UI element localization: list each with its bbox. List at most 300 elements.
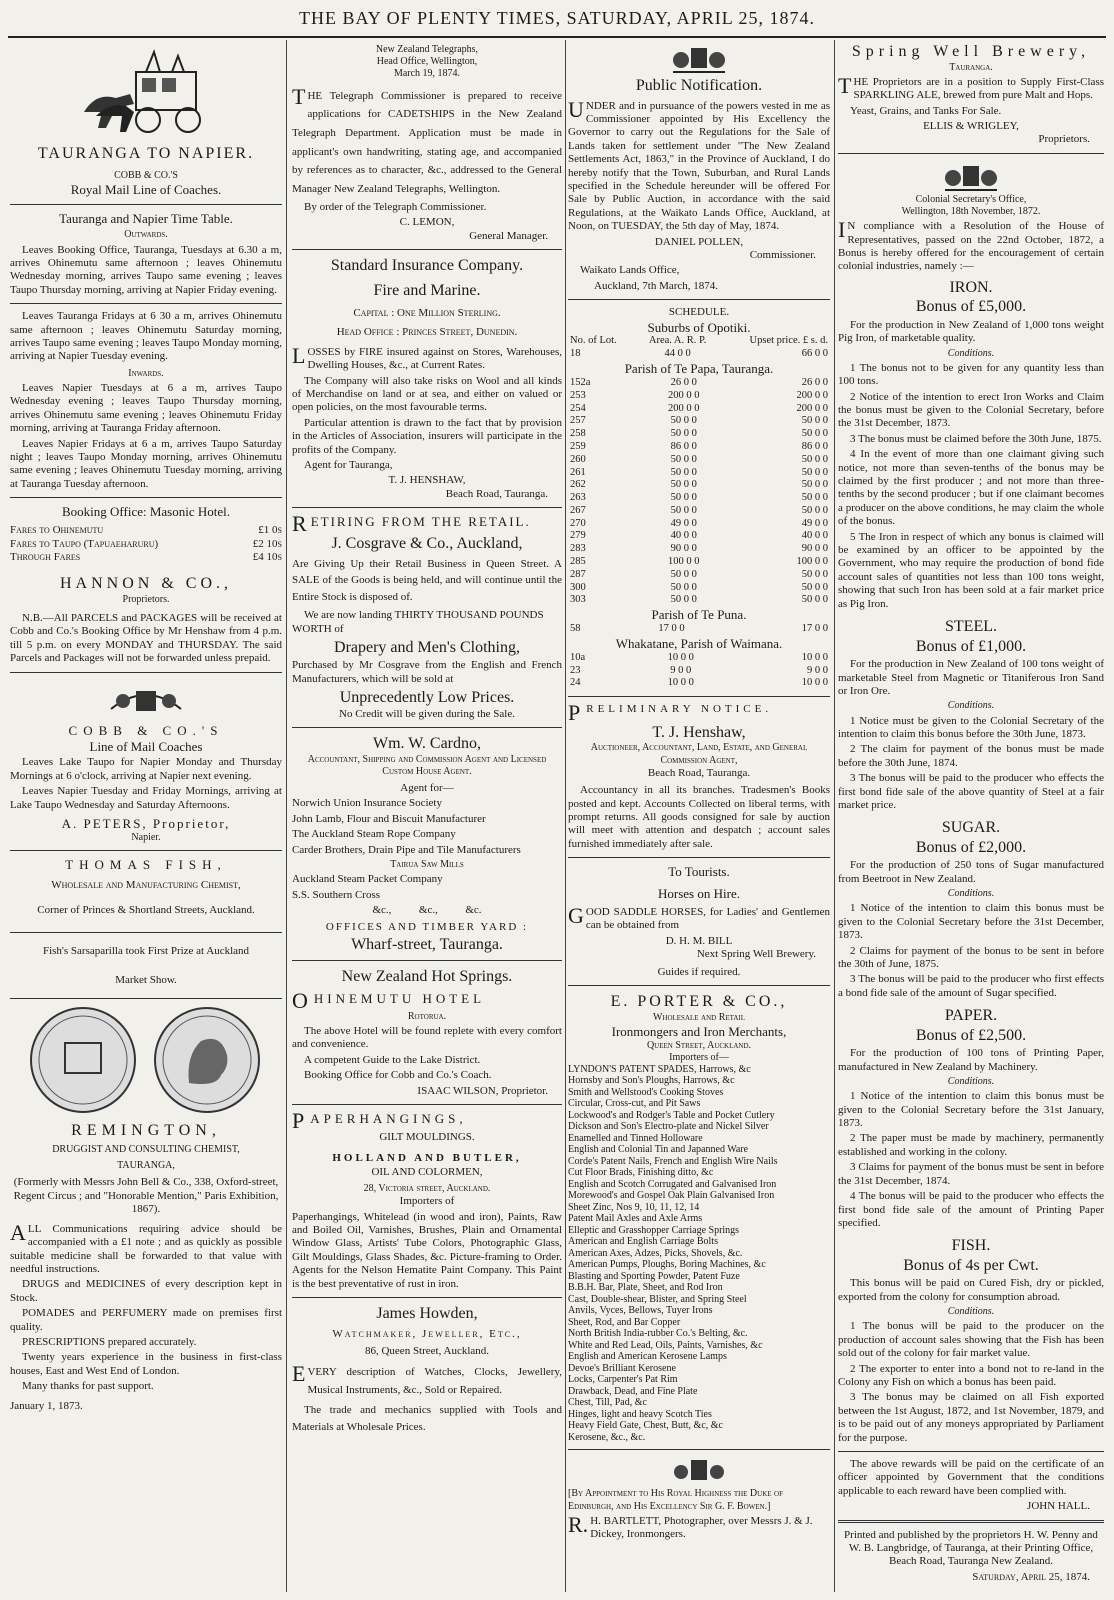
cardno-mills: Tairua Saw Mills — [390, 859, 464, 871]
outwards-paragraph: Leaves Booking Office, Tauranga, Tuesdays at 6.30 a m, arrives Ohinemutu same afternoon ; leaves Ohinemutu Wednesday morning, arrives Taupo same evening ; leaves Taupo Thursday morning, arriving at Napier Friday evening. — [10, 243, 282, 296]
holland-butler-address: 28, Victoria street, Auckland. — [363, 1182, 491, 1194]
column-3 — [568, 42, 830, 1587]
list-item: B.B.H. Bar, Plate, Sheet, and Rod Iron — [568, 1282, 723, 1294]
conditions-heading: Conditions. — [947, 347, 995, 359]
list-item: Elleptic and Grasshopper Carriage Springs — [568, 1224, 740, 1236]
lot-number: 257 — [570, 415, 586, 427]
brewery-title: Spring Well Brewery, — [851, 43, 1091, 60]
table-header-cell: Upset price. £ s. d. — [749, 335, 828, 347]
divider — [10, 303, 282, 304]
public-notification-title: Public Notification. — [635, 77, 763, 94]
public-notification-signature: DANIEL POLLEN, — [654, 235, 744, 248]
conditions-heading: Conditions. — [947, 888, 995, 900]
colonial-secretary-body: IN compliance with a Resolution of the House of Representatives, passed on the 22nd October, 1872, a Bonus is hereby offered for the encouragement of certain colonial industries, namely :— — [838, 217, 1104, 273]
hot-springs-title: New Zealand Hot Springs. — [341, 968, 513, 986]
remington-subtitle: DRUGGIST AND CONSULTING CHEMIST, — [52, 1144, 240, 1156]
list-item: Lockwood's and Rodger's Table and Pocket Cutlery — [568, 1109, 775, 1121]
hotel-title: OHINEMUTU HOTEL — [292, 987, 486, 1013]
column-rule — [565, 40, 566, 1592]
fish-bonus-title: FISH. — [951, 1237, 991, 1255]
fare-amount: £4 10s — [252, 550, 282, 563]
telegraph-signature: C. LEMON, — [399, 216, 455, 229]
lot-price: 10 0 0 — [801, 677, 828, 689]
insurance-agent-name: T. J. HENSHAW, — [388, 474, 466, 487]
tourists-title: To Tourists. — [668, 864, 730, 880]
lot-area: 200 0 0 — [668, 402, 700, 414]
list-item: Hinges, light and heavy Scotch Ties — [568, 1408, 712, 1420]
cardno-agent-label: Agent for— — [400, 782, 454, 795]
hannon-title: HANNON & CO., — [60, 575, 232, 593]
lot-area: 50 0 0 — [670, 466, 697, 478]
list-item: American and English Carriage Bolts — [568, 1236, 718, 1248]
table-row — [568, 428, 830, 441]
cobb-line-paragraph: Leaves Napier Tuesday and Friday Mornings, arriving at Lake Taupo Wednesday and Saturday Afternoons. — [10, 785, 282, 811]
divider — [568, 857, 830, 858]
table-row — [568, 505, 830, 518]
lot-area: 50 0 0 — [670, 568, 697, 580]
lot-price: 9 0 0 — [807, 664, 828, 676]
lot-price: 49 0 0 — [801, 517, 828, 529]
table-header-cell: Area. A. R. P. — [648, 335, 707, 347]
peters-name: A. PETERS, Proprietor, — [61, 816, 231, 832]
hannon-subtitle: Proprietors. — [122, 593, 170, 605]
retiring-credit: No Credit will be given during the Sale. — [339, 707, 515, 720]
colonial-secretary-signature: JOHN HALL. — [1027, 1500, 1090, 1513]
iron-title: IRON. — [949, 278, 993, 296]
howden-address: 86, Queen Street, Auckland. — [364, 1344, 490, 1357]
insurance-capital: Capital : One Million Sterling. — [353, 306, 501, 319]
column-4 — [838, 42, 1104, 1587]
insurance-paragraph: The Company will also take risks on Wool and all kinds of Merchandise on land or at sea, and either on valued or open policies, on the most favourable terms. — [292, 374, 562, 414]
divider — [292, 1104, 562, 1105]
lot-area: 200 0 0 — [668, 389, 700, 401]
table-row — [568, 665, 830, 678]
lot-area: 17 0 0 — [658, 623, 685, 635]
cobb-line-title: COBB & CO.'S — [68, 722, 224, 738]
steel-condition: 3 The bonus will be paid to the producer who effects the first bond fide sale of the above quantity of Steel at a fair market price. — [838, 772, 1104, 811]
list-item: Circular, Cross-cut, and Pit Saws — [568, 1098, 701, 1110]
table-row — [568, 441, 830, 454]
lot-price: 200 0 0 — [796, 402, 828, 414]
appointment-note: [By Appointment to His Royal Highness the Duke of Edinburgh, and His Excellency Sir G. F. Bowen.] — [568, 1488, 783, 1512]
list-item: Anvils, Vyces, Bellows, Tuyer Irons — [568, 1305, 713, 1317]
public-notification-date: Auckland, 7th March, 1874. — [594, 279, 719, 292]
divider — [568, 985, 830, 986]
fish-note: Fish's Sarsaparilla took First Prize at Auckland — [42, 944, 250, 957]
rewards-note: The above rewards will be paid on the certificate of an officer appointed by Government that the conditions applicable to each reward have been complied with. — [838, 1458, 1104, 1497]
table-header-cell: No. of Lot. — [570, 335, 617, 347]
te-papa-table — [568, 377, 830, 607]
sugar-condition: 2 Claims for payment of the bonus to be sent in before the 30th of June, 1875. — [838, 944, 1104, 971]
lot-number: 58 — [570, 623, 581, 635]
fish-address: Corner of Princes & Shortland Streets, Auckland. — [37, 904, 255, 917]
divider — [838, 1520, 1104, 1523]
iron-paragraph: For the production in New Zealand of 1,000 tons weight Pig Iron, of marketable quality. — [838, 318, 1104, 345]
list-item: English and Scotch Corrugated and Galvanised Iron — [568, 1178, 777, 1190]
lot-number: 279 — [570, 530, 586, 542]
insurance-subtitle: Fire and Marine. — [373, 282, 481, 300]
remington-thanks: Many thanks for past support. — [22, 1380, 154, 1393]
cardno-agency: John Lamb, Flour and Biscuit Manufacturer — [292, 812, 486, 825]
sugar-condition: 1 Notice of the intention to claim this bonus must be given to the Colonial Secretary before the 31st December, 1873. — [838, 902, 1104, 942]
list-item: Cut Floor Brads, Finishing ditto, &c — [568, 1167, 714, 1179]
lot-price: 90 0 0 — [801, 543, 828, 555]
fish-note: Market Show. — [115, 974, 177, 987]
list-item: Morewood's and Gospel Oak Plain Galvanised Iron — [568, 1190, 775, 1202]
cardno-agency: Auckland Steam Packet Company — [292, 873, 443, 886]
coach-route-title: TAURANGA TO NAPIER. — [37, 145, 255, 162]
insurance-paragraph: LOSSES by FIRE insured against on Stores, Warehouses, Dwelling Houses, &c., at Current Rates. — [292, 342, 562, 372]
lot-number: 24 — [570, 677, 581, 689]
conditions-heading: Conditions. — [947, 700, 995, 712]
coach-and-horses-icon — [76, 42, 216, 142]
lot-price: 50 0 0 — [801, 568, 828, 580]
lot-price: 86 0 0 — [801, 440, 828, 452]
divider — [292, 507, 562, 508]
lot-area: 40 0 0 — [670, 530, 697, 542]
printer-imprint: Printed and published by the proprietors H. W. Penny and W. B. Langbridge, of Tauranga, at their Printing Office, Beach Road, Tauranga New Zealand. — [844, 1528, 1098, 1568]
list-item: North British India-rubber Co.'s Belting, &c. — [568, 1328, 748, 1340]
insurance-agent-address: Beach Road, Tauranga. — [445, 487, 548, 500]
iron-condition: 4 In the event of more than one claimant giving such notice, not more than seven-tenths of the bonus may be claimed by the first producer ; and not more than three-tenths by the second producer ; but if one claimant becomes a producer on the above conditions, he may claim the whole of the bonus. — [838, 448, 1104, 528]
list-item: American Axes, Adzes, Picks, Shovels, &c. — [568, 1247, 743, 1259]
porter-importers: Importers of— — [669, 1051, 729, 1063]
paper-condition: 2 The paper must be made by machinery, permanently established and working in the colony. — [838, 1132, 1104, 1158]
lot-price: 50 0 0 — [801, 466, 828, 478]
public-notification-office: Waikato Lands Office, — [580, 264, 680, 277]
porter-address: Queen Street, Auckland. — [646, 1039, 752, 1051]
divider — [292, 1297, 562, 1298]
remington-paragraph: ALL Communications requiring advice should be accompanied with a £1 note ; and as quickly as possible suitable medicine shall be forwarded to that value with needful instructions. — [10, 1219, 282, 1275]
remington-town: TAURANGA, — [117, 1160, 175, 1172]
list-item: Drawback, Dead, and Fine Plate — [568, 1385, 698, 1397]
holland-butler-subtitle: OIL AND COLORMEN, — [371, 1165, 483, 1178]
royal-arms-icon — [669, 1456, 729, 1486]
holland-butler-title: HOLLAND AND BUTLER, — [332, 1152, 522, 1165]
lot-number: 270 — [570, 517, 586, 529]
table-row — [568, 569, 830, 582]
hotel-paragraph: A competent Guide to the Lake District. — [304, 1053, 481, 1066]
schedule-suburbs: Suburbs of Opotiki. — [647, 319, 751, 335]
table-row — [568, 594, 830, 607]
lot-area: 10 0 0 — [667, 651, 694, 663]
lot-area: 9 0 0 — [670, 664, 692, 676]
table-row — [568, 403, 830, 416]
telegraph-date: March 19, 1874. — [393, 68, 461, 80]
remington-formerly: (Formerly with Messrs John Bell & Co., 338, Oxford-street, Regent Circus ; and "Honorable Mention," Paris Exhibition, 1867). — [13, 1176, 279, 1216]
bill-name: D. H. M. BILL — [665, 934, 733, 947]
fare-row — [10, 538, 282, 551]
lot-area: 50 0 0 — [670, 479, 697, 491]
divider — [568, 1449, 830, 1450]
colonial-secretary-office: Colonial Secretary's Office, — [915, 193, 1027, 205]
whakatane-title: Whakatane, Parish of Waimana. — [615, 635, 783, 651]
list-item: English and American Kerosene Lamps — [568, 1351, 727, 1363]
henshaw-subtitle: Auctioneer, Accountant, Land, Estate, and General Commission Agent, — [590, 742, 808, 766]
lot-price: 50 0 0 — [801, 415, 828, 427]
steel-paragraph: For the production in New Zealand of 100 tons weight of marketable Steel from Magnetic or Titaniferous Iron Sand or Iron Ore. — [838, 658, 1104, 697]
retiring-paragraph: Purchased by Mr Cosgrave from the English and French Manufacturers, which will be sold at — [292, 659, 562, 685]
divider — [10, 672, 282, 673]
steel-bonus: Bonus of £1,000. — [915, 637, 1027, 655]
steel-condition: 2 The claim for payment of the bonus must be made before the 30th June, 1874. — [838, 743, 1104, 769]
divider — [10, 204, 282, 205]
fare-amount: £2 10s — [252, 537, 282, 550]
divider — [10, 932, 282, 933]
list-item: English and Colonial Tin and Japanned Ware — [568, 1144, 749, 1156]
paper-condition: 4 The bonus will be paid to the producer who effects the first bond fide sale of the amount of Printing Paper specified. — [838, 1190, 1104, 1229]
coach-company: COBB & CO.'S — [114, 169, 178, 181]
table-row — [568, 556, 830, 569]
lot-price: 50 0 0 — [801, 479, 828, 491]
paper-paragraph: For the production of 100 tons of Printing Paper, manufactured in New Zealand by Machinery. — [838, 1047, 1104, 1073]
remington-pomades: POMADES and PERFUMERY made on premises first quality. — [10, 1307, 282, 1333]
cardno-title: Wm. W. Cardno, — [373, 735, 481, 753]
table-row — [568, 492, 830, 505]
table-header — [568, 335, 830, 348]
list-item: Hornsby and Son's Ploughs, Harrows, &c — [568, 1075, 735, 1087]
divider — [568, 696, 830, 697]
table-row — [568, 652, 830, 665]
horses-body: GOOD SADDLE HORSES, for Ladies' and Gentlemen can be obtained from — [568, 903, 830, 932]
iron-condition: 1 The bonus not to be given for any quantity less than 100 tons. — [838, 361, 1104, 388]
cardno-wharf: Wharf-street, Tauranga. — [351, 935, 503, 953]
te-puna-table — [568, 623, 830, 636]
lot-area: 50 0 0 — [670, 492, 697, 504]
exhibition-medals-icon — [21, 1005, 271, 1115]
lot-number: 260 — [570, 453, 586, 465]
table-row — [568, 467, 830, 480]
lot-area: 50 0 0 — [670, 415, 697, 427]
lot-price: 200 0 0 — [796, 389, 828, 401]
royal-arms-icon — [941, 160, 1001, 194]
iron-bonus: Bonus of £5,000. — [915, 298, 1027, 316]
column-rule — [286, 40, 287, 1592]
list-item: Heavy Field Gate, Chest, Butt, &c, &c — [568, 1420, 723, 1432]
lot-area: 50 0 0 — [670, 453, 697, 465]
insurance-office: Head Office : Princes Street, Dunedin. — [336, 326, 518, 339]
lot-area: 90 0 0 — [670, 543, 697, 555]
howden-paragraph: The trade and mechanics supplied with Tools and Materials at Wholesale Prices. — [292, 1403, 562, 1434]
peters-town: Napier. — [131, 831, 161, 843]
lot-area: 100 0 0 — [668, 556, 700, 568]
table-row — [568, 677, 830, 690]
cobb-line-paragraph: Leaves Lake Taupo for Napier Monday and Thursday Mornings at 6 o'clock, arriving at Napier next evening. — [10, 756, 282, 782]
lot-number: 259 — [570, 440, 586, 452]
table-row — [568, 454, 830, 467]
list-item: Locks, Carpenter's Pat Rim — [568, 1374, 678, 1386]
bartlett-ad: R.H. BARTLETT, Photographer, over Messrs J. & J. Dickey, Ironmongers. — [568, 1511, 813, 1541]
divider — [10, 998, 282, 999]
retiring-paragraph: We are now landing THIRTY THOUSAND POUNDS WORTH of — [292, 609, 544, 635]
howden-title: James Howden, — [376, 1304, 478, 1322]
cobb-line-subtitle: Line of Mail Coaches — [89, 738, 203, 754]
lot-area: 50 0 0 — [670, 428, 697, 440]
lot-area: 50 0 0 — [670, 594, 697, 606]
cardno-subtitle: Accountant, Shipping and Commission Agent and Licensed Custom House Agent. — [307, 753, 547, 777]
lot-number: 303 — [570, 594, 586, 606]
horses-title: Horses on Hire. — [658, 886, 740, 902]
masthead: THE BAY OF PLENTY TIMES, SATURDAY, APRIL 25, 1874. — [298, 8, 816, 28]
retiring-prices: Unprecedently Low Prices. — [339, 689, 515, 707]
inwards-heading: Inwards. — [128, 367, 164, 379]
lot-price: 50 0 0 — [801, 581, 828, 593]
brewery-signature-title: Proprietors. — [1038, 133, 1090, 146]
outwards-paragraph: Leaves Tauranga Fridays at 6 30 a m, arrives Ohinemutu same afternoon ; leaves Ohinemutu Saturday morning, arrives Taupo same evening ; leaves Taupo Monday morning, arriving at Napier Tuesday evening. — [10, 310, 282, 363]
holland-butler-importers: Importers of — [399, 1195, 455, 1208]
lot-price: 10 0 0 — [801, 651, 828, 663]
whakatane-table — [568, 652, 830, 690]
porter-goods-list — [568, 1064, 830, 1444]
hotel-location: Rotorua. — [407, 1010, 447, 1022]
imprint-date: Saturday, April 25, 1874. — [972, 1570, 1090, 1583]
schedule-table — [568, 335, 830, 361]
telegraph-signature-title: General Manager. — [469, 229, 548, 242]
lot-price: 40 0 0 — [801, 530, 828, 542]
divider — [568, 299, 830, 300]
lot-number: 23 — [570, 664, 581, 676]
brewery-town: Tauranga. — [949, 61, 993, 73]
conditions-heading: Conditions. — [947, 1076, 995, 1088]
lot-number: 152a — [570, 376, 591, 388]
lot-area: 10 0 0 — [667, 677, 694, 689]
henshaw-address: Beach Road, Tauranga. — [647, 766, 751, 779]
holland-butler-body: Paperhangings, Whitelead (in wood and iron), Paints, Raw and Boiled Oil, Varnishes, Brushes, Plain and Ornamental Window Glass, Artists' Tube Colors, Photographic Glass, Gilt Mouldings, Glass Shades, &c. Picture-framing to Order. Agents for the Nelson Hematite Paint Company. This Paint is the best preventative of rust in iron. — [292, 1210, 562, 1290]
paperhangings-subtitle: GILT MOULDINGS. — [379, 1130, 475, 1143]
table-row — [568, 518, 830, 531]
lot-number: 283 — [570, 543, 586, 555]
hotel-signature: ISAAC WILSON, Proprietor. — [417, 1084, 548, 1097]
porter-trade: Ironmongers and Iron Merchants, — [611, 1023, 787, 1039]
brewery-paragraph: Yeast, Grains, and Tanks For Sale. — [850, 104, 1002, 117]
remington-date: January 1, 1873. — [10, 1399, 83, 1412]
lot-number: 267 — [570, 504, 586, 516]
table-row — [568, 348, 830, 361]
lot-number: 258 — [570, 428, 586, 440]
cardno-agency: Norwich Union Insurance Society — [292, 797, 442, 810]
booking-office: Booking Office: Masonic Hotel. — [61, 504, 230, 520]
lot-price: 26 0 0 — [801, 376, 828, 388]
fish-condition: 2 The exporter to enter into a bond not to re-land in the Colony any Fish on which a bonus has been paid. — [838, 1362, 1104, 1388]
list-item: Kerosene, &c., &c. — [568, 1431, 646, 1443]
fish-condition: 3 The bonus may be claimed on all Fish exported between the 1st August, 1872, and 1st November, 1879, and is to be paid out of any moneys appropriated by Parliament for the purpose. — [838, 1391, 1104, 1444]
list-item: Smith and Wellstood's Cooking Stoves — [568, 1086, 724, 1098]
hotel-paragraph: The above Hotel will be found replete with every comfort and convenience. — [292, 1024, 562, 1051]
fish-condition: 1 The bonus will be paid to the producer on the production of account sales showing that the Fish has been sold out of the colony for fair market value. — [838, 1320, 1104, 1360]
public-notification-body: UNDER and in pursuance of the powers vested in me as Commissioner appointed by His Excellency the Governor to carry out the Regulations for the Sale of Lands taken for settlement under "The New Zealand Settlements Act, 1863," in the Province of Auckland, I do hereby notify that the Town, Suburban, and Rural Lands specified in the Schedule hereunder will be offered For Sale by Public Auction, in accordance with the said Regulations, at the Waikato Lands Office, Auckland, at Noon, on TUESDAY, the 5th day of May, 1874. — [568, 96, 830, 233]
coach-line-title: Royal Mail Line of Coaches. — [70, 181, 222, 197]
fish-paragraph: This bonus will be paid on Cured Fish, dry or pickled, exported from the colony for consumption abroad. — [838, 1277, 1104, 1303]
outwards-heading: Outwards. — [124, 229, 168, 241]
telegraph-order: By order of the Telegraph Commissioner. — [304, 200, 487, 213]
paper-bonus: Bonus of £2,500. — [915, 1026, 1027, 1044]
lot-price: 50 0 0 — [801, 594, 828, 606]
henshaw-title: T. J. Henshaw, — [652, 723, 746, 741]
paper-condition: 1 Notice of the intention to claim this bonus must be given to the Colonial Secretary before the 31st January, 1873. — [838, 1090, 1104, 1130]
lot-price: 50 0 0 — [801, 492, 828, 504]
list-item: Chest, Till, Pad, &c — [568, 1397, 647, 1409]
henshaw-body: Accountancy in all its branches. Tradesmen's Books posted and kept. Accounts Collected on liberal terms, with prompt returns. All goods consigned for sale by auction will meet with attention and despatch ; account sales furnished immediately after sale. — [568, 784, 830, 850]
royal-arms-icon — [669, 42, 729, 76]
lot-number: 285 — [570, 556, 586, 568]
public-notification-signature-title: Commissioner. — [749, 248, 816, 261]
paper-condition: 3 Claims for payment of the bonus must be sent in before the 31st December, 1874. — [838, 1161, 1104, 1187]
lot-number: 263 — [570, 492, 586, 504]
howden-paragraph: EVERY description of Watches, Clocks, Jewellery, Musical Instruments, &c., Sold or Repaired. — [292, 1361, 562, 1396]
cardno-offices: OFFICES AND TIMBER YARD : — [325, 921, 529, 934]
column-1 — [10, 42, 282, 1587]
column-rule — [834, 40, 835, 1592]
sugar-condition: 3 The bonus will be paid to the producer who first effects a bond fide sale of the amount of Sugar specified. — [838, 973, 1104, 999]
porter-title: E. PORTER & CO., — [610, 993, 788, 1011]
insurance-agent: Agent for Tauranga, — [304, 459, 393, 471]
list-item: Dickson and Son's Electro-plate and Nickel Silver — [568, 1121, 769, 1133]
iron-condition: 5 The Iron in respect of which any bonus is claimed will be examined by an officer to be appointed by the Government, who may require the production of bond fide account sales of quantities not less than 100 tons weight, showing that such Iron has been sold at a fair market price as Pig Iron. — [838, 530, 1104, 610]
list-item: American Pumps, Ploughs, Boring Machines, &c — [568, 1259, 766, 1271]
lot-number: 262 — [570, 479, 586, 491]
parish-te-papa-title: Parish of Te Papa, Tauranga. — [624, 361, 774, 377]
lot-number: 287 — [570, 568, 586, 580]
steel-title: STEEL. — [945, 618, 997, 636]
list-item: Patent Mail Axles and Axle Arms — [568, 1213, 703, 1225]
remington-drugs: DRUGS and MEDICINES of every description kept in Stock. — [10, 1278, 282, 1304]
inwards-paragraph: Leaves Napier Fridays at 6 a m, arrives Taupo Saturday night ; leaves Taupo Monday morning, arrives Ohinemutu same evening ; leaves Ohinemutu Tuesday morning, arriving at Tauranga Tuesday afternoon. — [10, 437, 282, 490]
lot-number: 18 — [570, 348, 581, 360]
fare-row — [10, 524, 282, 537]
divider — [10, 850, 282, 851]
preliminary-notice-title: PRELIMINARY NOTICE. — [568, 700, 773, 726]
conditions-heading: Conditions. — [947, 1306, 995, 1318]
table-row — [568, 377, 830, 390]
lot-area: 26 0 0 — [670, 376, 697, 388]
lot-price: 100 0 0 — [796, 556, 828, 568]
list-item: Enamelled and Tinned Holloware — [568, 1132, 703, 1144]
lot-area: 50 0 0 — [670, 504, 697, 516]
fish-bonus: Bonus of 4s per Cwt. — [903, 1256, 1039, 1274]
fare-label: Fares to Taupo (Tapuaeharuru) — [10, 537, 159, 550]
bill-address: Next Spring Well Brewery. — [696, 948, 816, 961]
sugar-title: SUGAR. — [941, 819, 1001, 837]
telegraph-office: New Zealand Telegraphs, — [375, 44, 479, 55]
list-item: Blasting and Sporting Powder, Patent Fuze — [568, 1270, 740, 1282]
inwards-paragraph: Leaves Napier Tuesdays at 6 a m, arrives Taupo Wednesday evening ; leaves Taupo Thursday morning, arrives Ohinemutu same evening ; leaves Ohinemutu Friday morning, arriving at Tauranga Friday afternoon. — [10, 382, 282, 435]
lot-number: 253 — [570, 389, 586, 401]
lot-price: 50 0 0 — [801, 453, 828, 465]
remington-prescriptions: PRESCRIPTIONS prepared accurately. — [22, 1335, 197, 1348]
colonial-secretary-date: Wellington, 18th November, 1872. — [901, 205, 1041, 217]
column-2 — [292, 42, 562, 1587]
list-item: LYNDON'S PATENT SPADES, Harrows, &c — [568, 1063, 751, 1075]
lot-area: 50 0 0 — [670, 581, 697, 593]
lot-price: 17 0 0 — [801, 623, 828, 635]
porter-subtitle: Wholesale and Retail — [652, 1011, 746, 1023]
list-item: Sheet Zinc, Nos 9, 10, 11, 12, 14 — [568, 1201, 700, 1213]
lot-number: 261 — [570, 466, 586, 478]
lot-number: 254 — [570, 402, 586, 414]
iron-condition: 3 The bonus must be claimed before the 30th June, 1875. — [850, 432, 1102, 445]
fish-title: THOMAS FISH, — [65, 857, 227, 873]
fare-amount: £1 0s — [258, 524, 282, 537]
fare-row — [10, 551, 282, 564]
lot-price: 50 0 0 — [801, 428, 828, 440]
insurance-paragraph: Particular attention is drawn to the fact that by provision in the Articles of Association, insurers will participate in the profits of the Company. — [292, 416, 562, 456]
divider — [838, 153, 1104, 154]
howden-subtitle: Watchmaker, Jeweller, Etc., — [332, 1327, 522, 1340]
lot-number: 300 — [570, 581, 586, 593]
table-row — [568, 582, 830, 595]
insurance-title: Standard Insurance Company. — [330, 256, 524, 274]
remington-title: REMINGTON, — [71, 1121, 221, 1139]
